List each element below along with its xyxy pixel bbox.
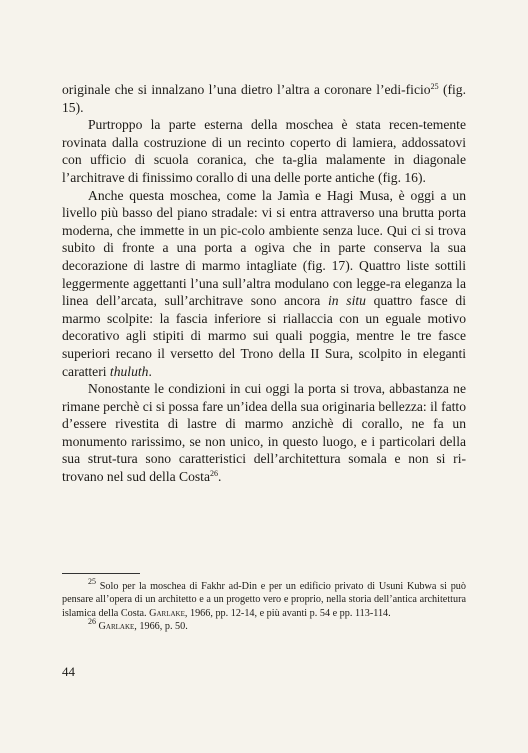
paragraph-1: originale che si innalzano l’una dietro l’altra a coronare l’edi-ficio$^{25}$ (fig. 15). [62,82,466,115]
paragraph-4: Nonostante le condizioni in cui oggi la porta si trova, abbastanza ne rimane perchè ci si possa fare un’idea della sua originaria bellezza: il fatto d’essere rivestita di lastre di marmo anzichè di corallo, ne fa un monumento rarissimo, se non unico, in questo luogo, e i particolari della sua strut-tura sono caratteristici dell’architettura somala e non si ri-trovano nel sud della Costa$^{26}$. [62,381,466,485]
footnote-25: $^{25}$ Solo per la moschea di Fakhr ad-Din e per un edificio privato di Usuni Kubwa si può pensare all’opera di un architetto e a un progetto vero e proprio, nella storia dell’antica architettura islamica della Costa. Garlake, 1966, pp. 12-14, e più avanti p. 54 e pp. 113-114. [62,577,466,619]
main-text [62,81,466,486]
paragraph-2: Purtroppo la parte esterna della moschea è stata recen-temente rovinata dalla costruzione di un recinto coperto di lamiera, addossatovi con ufficio di scuola coranica, che ta-glia malamente in diagonale l’architrave di finissimo corallo di una delle porte antiche (fig. 16). [62,117,466,185]
footnote-26: $^{26}$ Garlake, 1966, p. 50. [88,617,188,633]
footnote-rule [62,573,140,574]
footnote-ref-26: 26 [210,469,218,479]
footnotes [62,577,466,634]
paragraph-3: Anche questa moschea, come la Jamìa e Hagi Musa, è oggi a un livello più basso del piano stradale: vi si entra attraverso una brutta porta moderna, che immette in un pic-colo ambiente senza luce. Qui ci si trova subito di fronte a una porta a ogiva che in parte conserva la sua decorazione di lastre di marmo intagliate (fig. 17). Quattro liste sottili leggermente aggettanti l’una sull’altra modulano con legge-ra eleganza la linea dell’arcata, sull’architrave sono ancora in situ quattro fasce di marmo scolpite: la fascia inferiore si riallaccia con un eguale motivo decorativo agli stipiti di marmo sui quali poggia, mentre le tre fasce superiori recano il versetto del Trono della II Sura, scolpito in eleganti caratteri thuluth. [62,187,466,379]
footnote-ref-25: 25 [430,82,439,91]
page-number: 44 [62,664,75,679]
